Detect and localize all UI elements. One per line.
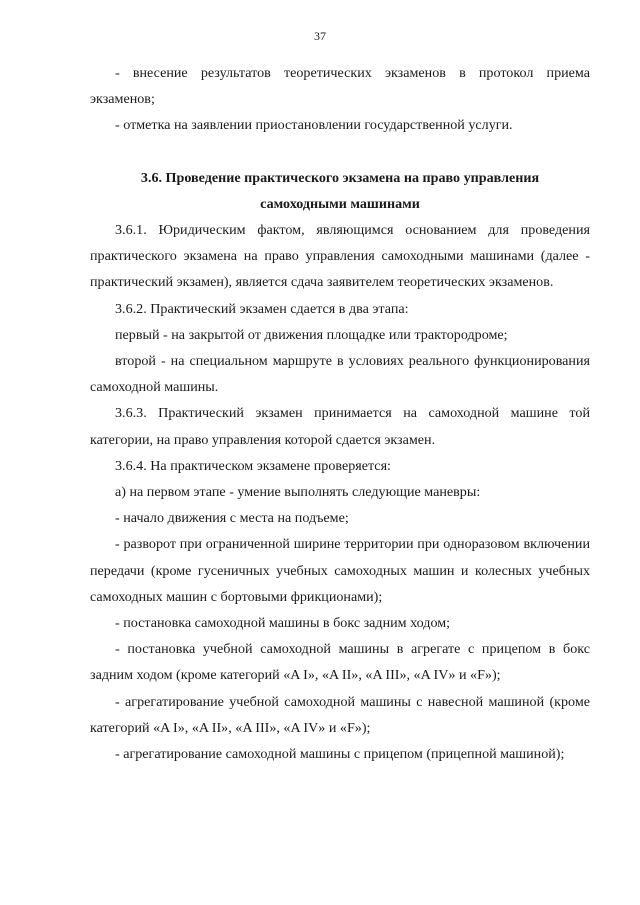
list-item-mounted-implement: - агрегатирование учебной самоходной машины с навесной машиной (кроме категорий «A I», «A II», «A III», «A IV» и «F»); bbox=[90, 693, 590, 736]
page-number: 37 bbox=[314, 29, 326, 43]
paragraph-3-6-1: 3.6.1. Юридическим фактом, являющимся основанием для проведения практического экзамена на право управления самоходными машинами (далее - практический экзамен), является сдача заявителем теоретических экзаменов. bbox=[90, 222, 590, 291]
list-item-u-turn: - разворот при ограниченной ширине территории при одноразовом включении передачи (кроме гусеничных учебных самоходных машин и колесных учебных самоходных машин с бортовыми фрикционами); bbox=[90, 536, 590, 605]
paragraph-stage-two: второй - на специальном маршруте в условиях реального функционирования самоходной машины. bbox=[90, 353, 590, 396]
section-heading-line-2: самоходными машинами bbox=[260, 195, 420, 212]
paragraph-3-6-3: 3.6.3. Практический экзамен принимается на самоходной машине той категории, на право управления которой сдается экзамен. bbox=[90, 405, 590, 448]
list-item-reverse-parking: - постановка самоходной машины в бокс задним ходом; bbox=[115, 615, 451, 632]
spacer bbox=[90, 139, 590, 165]
list-item-trailer-reverse-parking: - постановка учебной самоходной машины в агрегате с прицепом в бокс задним ходом (кроме категорий «A I», «A II», «A III», «A IV» и «F»); bbox=[90, 641, 590, 684]
paragraph-first-stage-maneuvers: а) на первом этапе - умение выполнять следующие маневры: bbox=[115, 484, 481, 501]
paragraph-suspension-note: - отметка на заявлении приостановлении государственной услуги. bbox=[115, 117, 513, 134]
list-item-start-on-incline: - начало движения с места на подъеме; bbox=[115, 510, 349, 527]
paragraph-stage-one: первый - на закрытой от движения площадке или трактородроме; bbox=[115, 326, 508, 343]
paragraph-protocol-entry: - внесение результатов теоретических экзаменов в протокол приема экзаменов; bbox=[90, 65, 590, 108]
paragraph-3-6-4: 3.6.4. На практическом экзамене проверяется: bbox=[115, 457, 391, 474]
section-heading-line-1: 3.6. Проведение практического экзамена на право управления bbox=[140, 169, 540, 186]
document-body bbox=[90, 60, 590, 767]
paragraph-3-6-2: 3.6.2. Практический экзамен сдается в два этапа: bbox=[115, 300, 409, 317]
list-item-trailer-hitching: - агрегатирование самоходной машины с прицепом (прицепной машиной); bbox=[115, 746, 565, 763]
